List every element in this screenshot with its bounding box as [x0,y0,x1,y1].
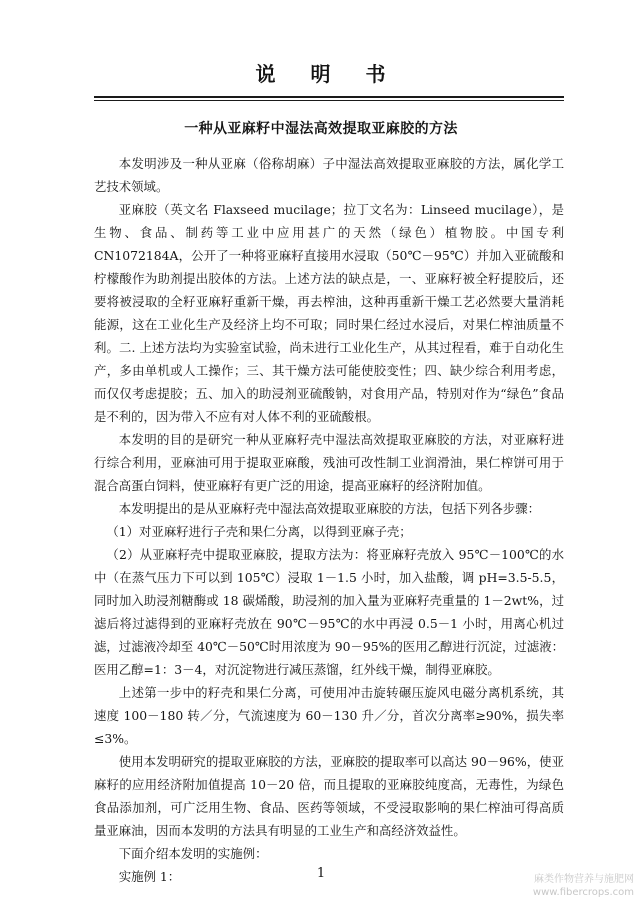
watermark-url: www.fibercrops.com [532,887,634,898]
page-number: 1 [316,866,326,881]
paragraph-separation: 上述第一步中的籽壳和果仁分离，可使用冲击旋转碾压旋风电磁分离机系统，其速度 100－180 转／分，气流速度为 60－130 升／分，首次分离率≥90%，损失率≤3%。 [94,685,564,746]
watermark-line: 麻类作物营养与施肥网 [534,874,634,885]
step-item: （2）从亚麻籽壳中提取亚麻胶，提取方法为：将亚麻籽壳放入 95℃－100℃的水中（在蒸气压力下可以到 105℃）浸取 1－1.5 小时，加入盐酸，调 pH=3.5-5.5，同时加入助浸剂糖酶或 18 碳烯酸，助浸剂的加入量为亚麻籽壳重量的 1－2wt%，过滤后将过滤得到的亚麻籽壳放在 90℃－95℃的水中再浸 0.5－1 小时，用离心机过滤，过滤液冷却至 40℃－50℃时用浓度为 90－95%的医用乙醇进行沉淀，过滤液：医用乙醇=1：3－4，对沉淀物进行减压蒸馏，红外线干燥，制得亚麻胶。 [94,547,564,677]
paragraph-purpose: 本发明的目的是研究一种从亚麻籽壳中湿法高效提取亚麻胶的方法，对亚麻籽进行综合利用，亚麻油可用于提取亚麻酸，残油可改性制工业润滑油，果仁榨饼可用于混合高蛋白饲料，使亚麻籽有更广泛的用途，提高亚麻籽的经济附加值。 [94,432,564,493]
header-divider [94,96,564,101]
example-heading: 实施例 1： [118,869,181,884]
paragraph-benefits: 使用本发明研究的提取亚麻胶的方法，亚麻胶的提取率可以高达 90－96%，使亚麻籽的应用经济附加值提高 10－20 倍，而且提取的亚麻胶纯度高，无毒性，为绿色食品添加剂，可广泛用生物、食品、医药等领域，不受浸取影响的果仁榨油可得高质量亚麻油，因而本发明的方法具有明显的工业生产和高经济效益性。 [94,754,564,838]
paragraph-steps-intro: 本发明提出的是从亚麻籽壳中湿法高效提取亚麻胶的方法，包括下列各步骤： [118,501,541,516]
paragraph-background: 亚麻胶（英文名 Flaxseed mucilage；拉丁文名为：Linseed mucilage），是生物、食品、制药等工业中应用甚广的天然（绿色）植物胶。中国专利 CN1072184A，公开了一种将亚麻籽直接用水浸取（50℃－95℃）并加入亚硫酸和柠檬酸作为助剂提出胶体的方法。上述方法的缺点是，一、亚麻籽被全籽提胶后，还要将被浸取的全籽亚麻籽重新干燥，再去榨油，这种再重新干燥工艺必然要大量消耗能源，这在工业化生产及经济上均不可取；同时果仁经过水浸后，对果仁榨油质量不利。二. 上述方法均为实验室试验，尚未进行工业化生产，从其过程看，难于自动化生产，多由单机或人工操作；三、其干燥方法可能使胶变性；四、缺少综合利用考虑，而仅仅考虑提胶；五、加入的助浸剂亚硫酸钠，对食用产品，特别对作为“绿色”食品是不利的，因为带入不应有对人体不利的亚硫酸根。 [94,202,564,424]
watermark [533,873,634,899]
page-title: 说 明 书 [255,62,387,86]
document-title: 一种从亚麻籽中湿法高效提取亚麻胶的方法 [184,121,458,137]
paragraph-field: 本发明涉及一种从亚麻（俗称胡麻）子中湿法高效提取亚麻胶的方法，属化学工艺技术领域。 [94,156,564,194]
step-item: （1）对亚麻籽进行子壳和果仁分离，以得到亚麻子壳； [106,524,412,539]
paragraph-examples-intro: 下面介绍本发明的实施例： [118,846,268,861]
document-body [94,152,564,888]
